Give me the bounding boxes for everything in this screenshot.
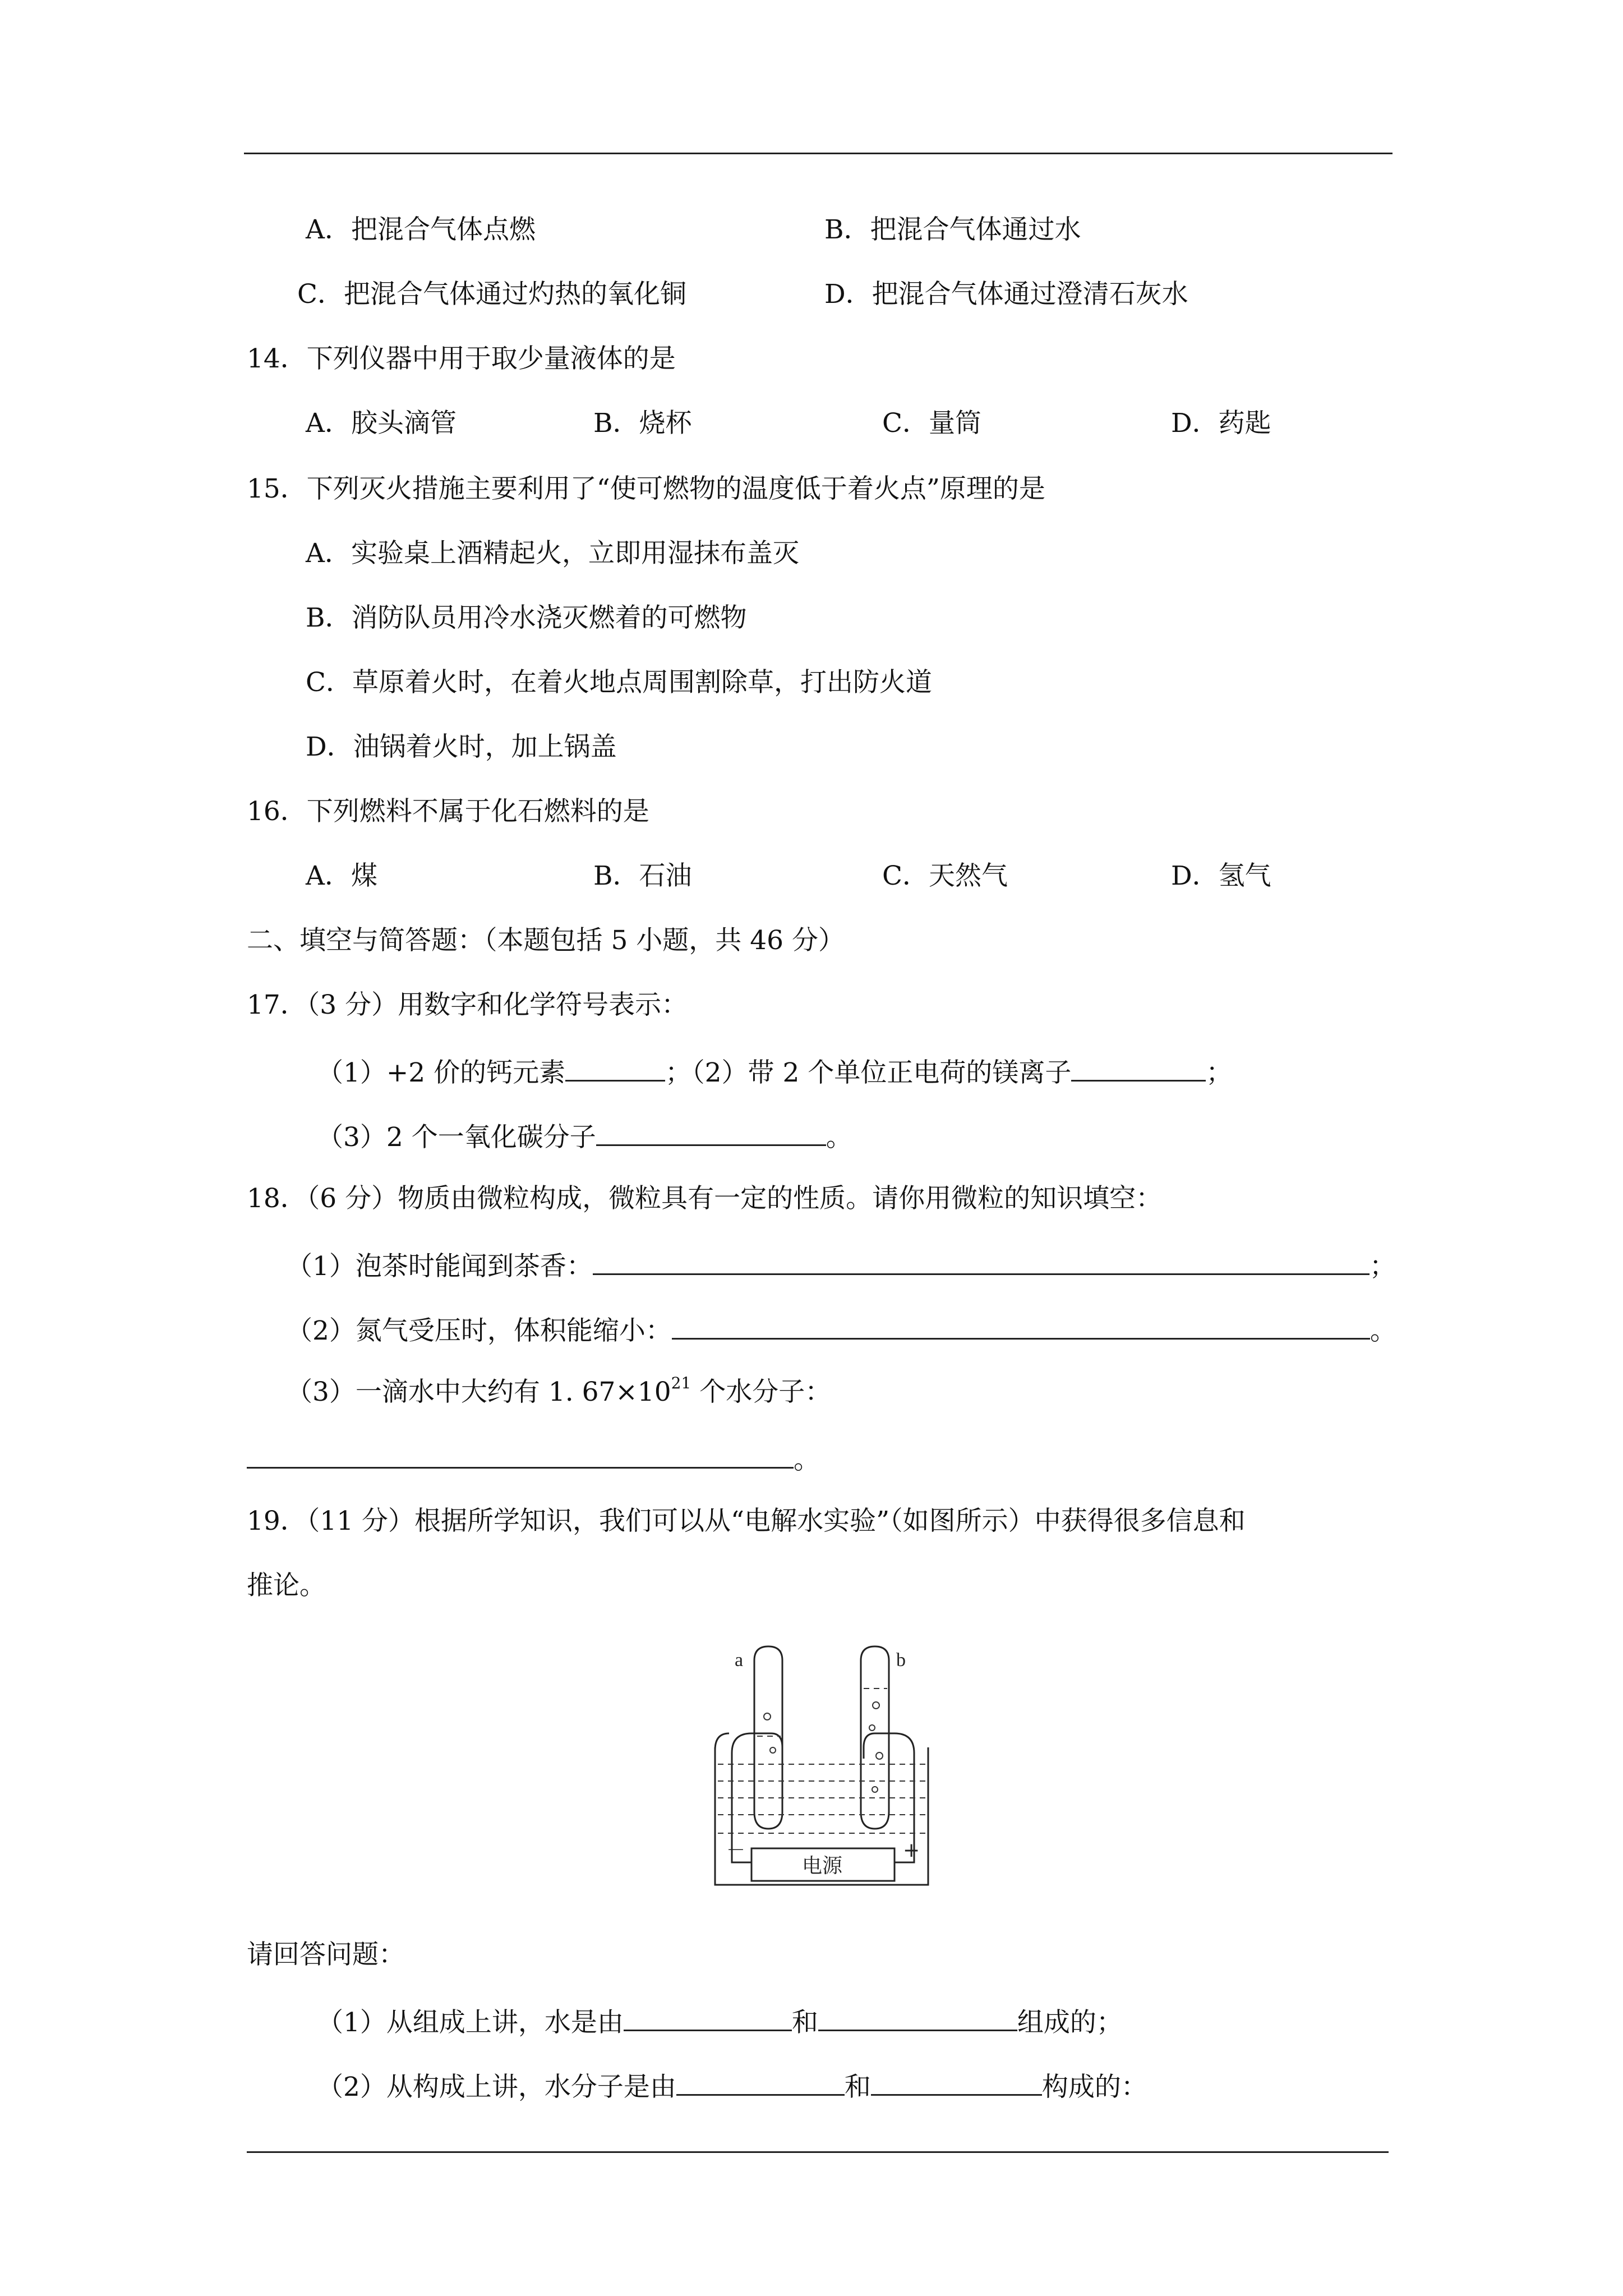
q19-answer-blank-2[interactable] xyxy=(818,2003,1017,2031)
q18-part2-end: 。 xyxy=(1370,1315,1396,1346)
q19-part2-end: 构成的： xyxy=(1041,2072,1147,2102)
q17-part3-end: 。 xyxy=(826,1122,852,1153)
q15-option-c: C．草原着火时，在着火地点周围割除草，打出防火道 xyxy=(306,667,932,698)
q14-option-d: D．药匙 xyxy=(1171,408,1271,439)
electrolysis-diagram xyxy=(673,1621,965,1902)
q19-part2-and: 和 xyxy=(844,2072,871,2102)
q18-answer-blank-1[interactable] xyxy=(593,1246,1370,1275)
header-rule xyxy=(244,153,1393,154)
q18-line-2 xyxy=(286,1311,1396,1348)
q15-option-d: D．油锅着火时，加上锅盖 xyxy=(306,731,617,762)
q17-line-1 xyxy=(317,1053,1232,1090)
q17-answer-blank-2[interactable] xyxy=(1071,1053,1206,1082)
q17-line-2 xyxy=(317,1117,852,1154)
tube-a-label: a xyxy=(735,1650,744,1671)
q18-line-1 xyxy=(286,1246,1396,1283)
q18-part3-end: 。 xyxy=(794,1444,820,1475)
q16-option-a: A．煤 xyxy=(306,861,377,891)
q17-part1-label: （1）+2 价的钙元素 xyxy=(317,1057,566,1088)
q17-answer-blank-3[interactable] xyxy=(596,1117,826,1146)
q15-option-b: B．消防队员用冷水浇灭燃着的可燃物 xyxy=(306,602,747,633)
q18-stem: 18．（6 分）物质由微粒构成，微粒具有一定的性质。请你用微粒的知识填空： xyxy=(247,1183,1163,1214)
q17-answer-blank-1[interactable] xyxy=(565,1053,665,1082)
q15-option-a: A．实验桌上酒精起火，立即用湿抹布盖灭 xyxy=(306,538,799,569)
q13-option-b: B．把混合气体通过水 xyxy=(824,214,1081,245)
q19-line-1 xyxy=(317,2003,1123,2040)
q16-stem: 16．下列燃料不属于化石燃料的是 xyxy=(247,796,649,827)
q18-part1-label: （1）泡茶时能闻到茶香： xyxy=(286,1251,593,1282)
q17-separator: ； xyxy=(665,1057,692,1088)
q15-stem: 15．下列灭火措施主要利用了“使可燃物的温度低于着火点”原理的是 xyxy=(247,473,1045,504)
q18-part2-label: （2）氮气受压时，体积能缩小： xyxy=(286,1315,672,1346)
q18-part1-end: ； xyxy=(1369,1251,1396,1282)
q18-answer-blank-3[interactable] xyxy=(247,1440,794,1469)
q16-option-c: C．天然气 xyxy=(882,861,1008,891)
q19-part1-and: 和 xyxy=(791,2007,818,2038)
q17-part3-label: （3）2 个一氧化碳分子 xyxy=(317,1122,596,1153)
q18-answer-blank-2[interactable] xyxy=(672,1311,1370,1340)
positive-terminal: + xyxy=(903,1839,920,1862)
q14-stem: 14．下列仪器中用于取少量液体的是 xyxy=(247,343,676,374)
footer-rule xyxy=(247,2151,1389,2153)
q16-option-d: D．氢气 xyxy=(1171,861,1271,891)
q18-exponent: 21 xyxy=(671,1374,691,1392)
q17-stem: 17．（3 分）用数字和化学符号表示： xyxy=(247,990,688,1020)
section-heading: 二、填空与简答题：（本题包括 5 小题，共 46 分） xyxy=(247,925,845,956)
q19-answer-blank-3[interactable] xyxy=(676,2067,845,2096)
q19-part1-label: （1）从组成上讲，水是由 xyxy=(317,2007,624,2038)
q19-answer-blank-4[interactable] xyxy=(871,2067,1042,2096)
q18-part3-tail: 个水分子： xyxy=(691,1377,832,1407)
q14-option-c: C．量筒 xyxy=(882,408,981,439)
q13-option-c: C．把混合气体通过灼热的氧化铜 xyxy=(297,279,686,310)
q18-line-4 xyxy=(247,1440,820,1477)
q18-line-3 xyxy=(286,1375,831,1409)
q19-stem-line-1: 19．（11 分）根据所学知识，我们可以从“电解水实验”（如图所示）中获得很多信息和 xyxy=(247,1506,1246,1536)
negative-terminal: － xyxy=(726,1839,745,1862)
q16-option-b: B．石油 xyxy=(593,861,692,891)
q19-prompt: 请回答问题： xyxy=(247,1939,405,1970)
q13-option-d: D．把混合气体通过澄清石灰水 xyxy=(824,279,1188,310)
q14-option-a: A．胶头滴管 xyxy=(306,408,457,439)
q19-line-2 xyxy=(317,2067,1147,2104)
tube-b-label: b xyxy=(896,1650,906,1671)
q13-option-a: A．把混合气体点燃 xyxy=(306,214,536,245)
q19-answer-blank-1[interactable] xyxy=(624,2003,792,2031)
power-source-label: 电源 xyxy=(802,1855,843,1878)
q19-part2-label: （2）从构成上讲，水分子是由 xyxy=(317,2072,676,2102)
q17-part2-end: ； xyxy=(1206,1057,1233,1088)
q17-part2-label: （2）带 2 个单位正电荷的镁离子 xyxy=(691,1057,1072,1088)
q19-part1-end: 组成的； xyxy=(1017,2007,1123,2038)
q18-part3-label: （3）一滴水中大约有 1. 67×10 xyxy=(286,1377,671,1407)
q14-option-b: B．烧杯 xyxy=(593,408,692,439)
q19-stem-line-2: 推论。 xyxy=(247,1570,326,1601)
